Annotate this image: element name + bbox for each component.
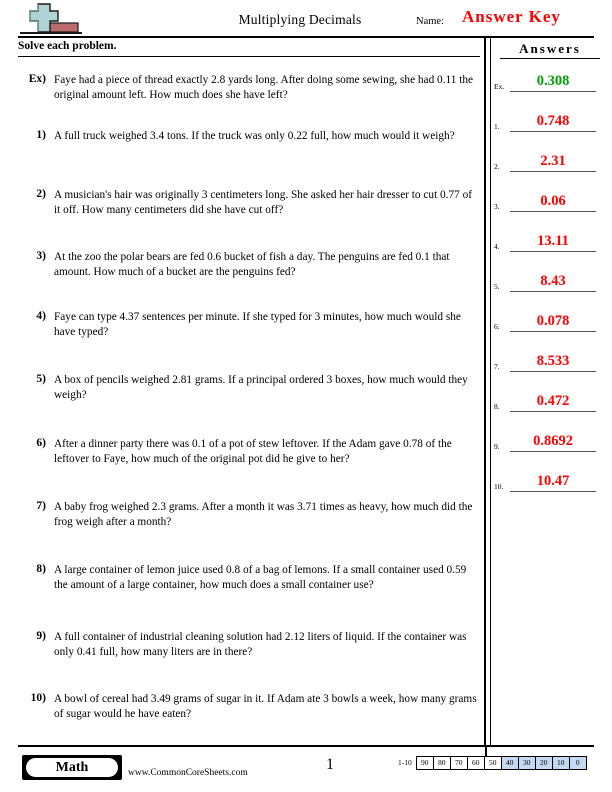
answer-value: 0.06 [540,193,566,209]
answer-key-stamp: Answer Key [462,7,561,26]
answer-blank-line [510,411,596,412]
score-scale [398,756,587,770]
answer-value: 0.308 [536,73,570,89]
answer-label: 6. [494,322,500,331]
answer-label: 4. [494,242,500,251]
answer-blank-line [510,491,596,492]
problem-text: At the zoo the polar bears are fed 0.6 bucket of fish a day. The penguins are fed 0.1 that amount. How much of a bucket are the penguins fed? [54,251,450,278]
answer-blank-line [510,251,596,252]
problem-text: A baby frog weighed 2.3 grams. After a month it was 3.71 times as heavy, how much did the frog weigh after a month? [54,501,473,528]
answer-blank-line [510,171,596,172]
problem-text: Faye had a piece of thread exactly 2.8 yards long. After doing some sewing, she had 0.11 the original amount left. How much does she have left? [54,74,474,101]
answer-row [494,102,600,132]
problem-text: A box of pencils weighed 2.81 grams. If a principal ordered 3 boxes, how much would they weigh? [54,374,468,401]
answer-value: 2.31 [540,153,566,169]
answer-blank-line [510,331,596,332]
answer-label: 1. [494,122,500,131]
answer-row [494,182,600,212]
problem-text: A musician's hair was originally 3 centimeters long. She asked her hair dresser to cut 0.77 of it off. How many centimeters did she have cut off? [54,189,473,216]
answer-label: 8. [494,402,500,411]
scale-cell: 60 [467,756,484,770]
problem-number: 1) [36,129,46,141]
scale-cell: 90 [416,756,433,770]
scale-cell: 30 [518,756,535,770]
answer-blank-line [510,211,596,212]
answer-row [494,222,600,252]
answer-blank-line [510,451,596,452]
page-title: Multiplying Decimals [238,12,362,27]
answer-label: 9. [494,442,500,451]
answer-blank-line [510,291,596,292]
subject-badge-label: Math [26,758,118,777]
problem-number: 4) [36,310,46,322]
site-url[interactable]: www.CommonCoreSheets.com [128,768,248,778]
answer-label: 5. [494,282,500,291]
header-divider [18,36,594,38]
answer-row [494,382,600,412]
answer-value: 13.11 [537,233,569,249]
problem-number: 3) [36,250,46,262]
answer-row [494,302,600,332]
problem-text: A full container of industrial cleaning solution had 2.12 liters of liquid. If the container was only 0.41 full, how many liters are in there? [54,631,467,658]
problem-number: Ex) [28,73,46,85]
plus-bar-logo-icon [20,3,82,36]
worksheet-header [0,0,612,38]
score-range-label: 1-10 [398,758,412,767]
problem-text: Faye can type 4.37 sentences per minute. If she typed for 3 minutes, how much would she have typed? [54,311,461,338]
answer-value: 0.078 [536,313,570,329]
answer-row [494,422,600,452]
problem-text: A large container of lemon juice used 0.8 of a bag of lemons. If a small container used 0.59 the amount of a large container, how much does a small container use? [54,564,467,591]
scale-cell: 80 [433,756,450,770]
page-number: 1 [326,756,334,773]
scale-cell: 40 [501,756,518,770]
answer-row [494,462,600,492]
answer-value: 0.472 [536,393,570,409]
scale-cell: 10 [552,756,569,770]
footer-divider [18,745,594,747]
answer-value: 10.47 [536,473,570,489]
answer-label: Ex. [494,82,505,91]
answer-blank-line [510,371,596,372]
answer-row [494,262,600,292]
answer-value: 0.8692 [533,433,573,449]
scale-cell: 70 [450,756,467,770]
answer-row-example [494,62,600,92]
answer-label: 7. [494,362,500,371]
name-label: Name: [416,16,444,27]
problem-number: 2) [36,188,46,200]
answer-blank-line [510,91,596,92]
answer-row [494,342,600,372]
scale-cell: 0 [569,756,587,770]
problem-number: 9) [36,630,46,642]
subject-badge [22,755,122,780]
scale-tick-mark [485,745,487,756]
answer-label: 3. [494,202,500,211]
answer-label: 2. [494,162,500,171]
answers-column-divider-thin [490,38,491,745]
answer-row [494,142,600,172]
answer-blank-line [510,131,596,132]
answer-value: 8.533 [536,353,570,369]
problem-number: 7) [36,500,46,512]
answers-column-divider-thick [484,38,486,745]
answers-heading: Answers [500,41,600,59]
problem-number: 8) [36,563,46,575]
scale-cell: 20 [535,756,552,770]
problem-text: A bowl of cereal had 3.49 grams of sugar in it. If Adam ate 3 bowls a week, how many grams of sugar would he have eaten? [54,693,477,720]
problem-number: 10) [30,692,46,704]
instruction-divider [18,56,480,57]
instruction-text: Solve each problem. [18,40,117,52]
scale-cell: 50 [484,756,501,770]
problem-text: A full truck weighed 3.4 tons. If the truck was only 0.22 full, how much would it weigh? [54,130,455,142]
answer-label: 10. [494,482,504,491]
answer-value: 0.748 [536,113,570,129]
problem-number: 5) [36,373,46,385]
problem-text: After a dinner party there was 0.1 of a pot of stew leftover. If the Adam gave 0.78 of the leftover to Faye, how much of the original pot did he give to her? [54,438,452,465]
problem-number: 6) [36,437,46,449]
answer-value: 8.43 [540,273,566,289]
